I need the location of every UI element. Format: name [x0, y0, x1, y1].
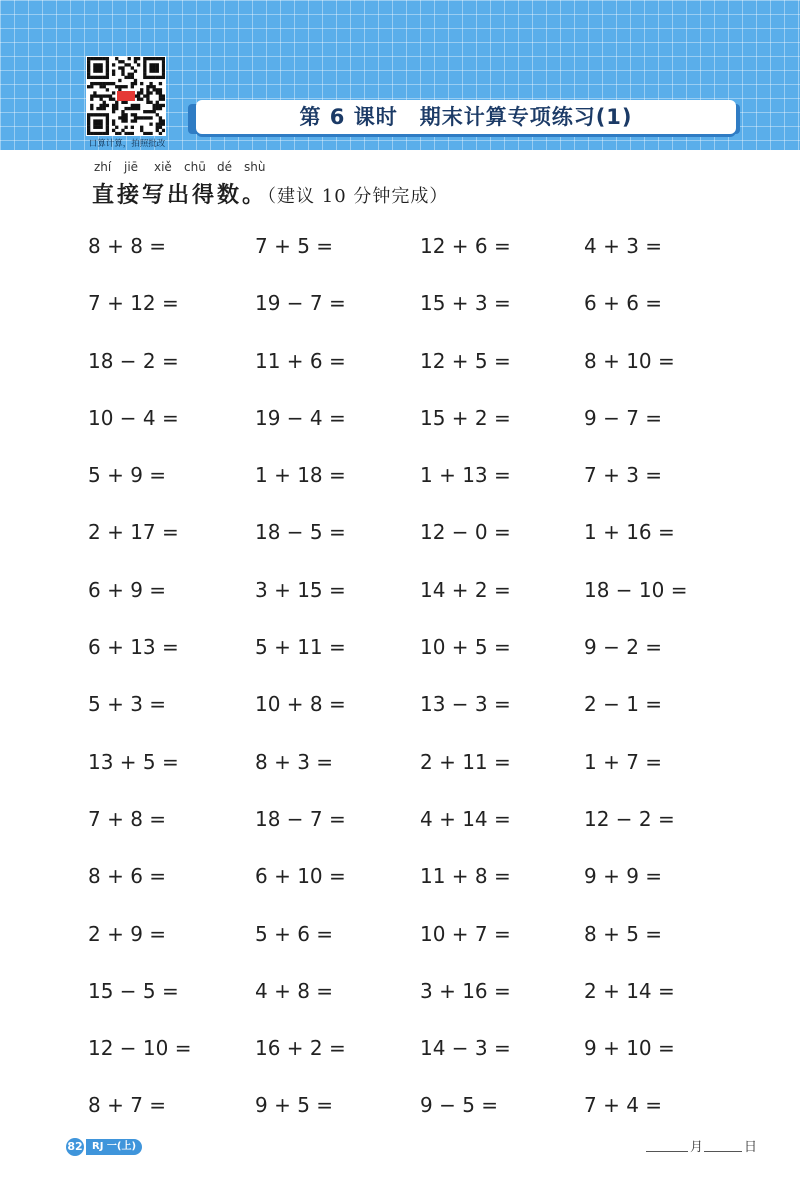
pinyin-syllable: chū: [184, 160, 206, 174]
problem-item[interactable]: 7 + 12 =: [88, 291, 179, 316]
problem-item[interactable]: 10 + 5 =: [420, 635, 511, 660]
problem-item[interactable]: 19 − 4 =: [255, 405, 346, 430]
problem-row: [0, 283, 800, 340]
problem-item[interactable]: 12 + 5 =: [420, 348, 511, 373]
problem-item[interactable]: 1 + 16 =: [584, 520, 675, 545]
date-field: [646, 1134, 766, 1156]
problem-row: [0, 570, 800, 627]
problem-item[interactable]: 6 + 6 =: [584, 291, 663, 316]
instruction-text: 直接写出得数。: [92, 183, 268, 208]
problem-item[interactable]: 15 − 5 =: [88, 978, 179, 1003]
problem-item[interactable]: 5 + 3 =: [88, 692, 167, 717]
problem-item[interactable]: 9 + 10 =: [584, 1036, 675, 1061]
problem-item[interactable]: 7 + 5 =: [255, 234, 334, 258]
problem-row: [0, 455, 800, 512]
problem-row: [0, 341, 800, 398]
problem-item[interactable]: 2 + 17 =: [88, 520, 179, 545]
problem-item[interactable]: 2 + 14 =: [584, 978, 675, 1003]
problem-row: [0, 799, 800, 856]
problem-item[interactable]: 3 + 16 =: [420, 978, 511, 1003]
problem-row: [0, 627, 800, 684]
problem-item[interactable]: 7 + 3 =: [584, 463, 663, 488]
problem-item[interactable]: 13 + 5 =: [88, 749, 179, 774]
problem-row: [0, 742, 800, 799]
qr-code-icon[interactable]: [86, 56, 166, 136]
problem-item[interactable]: 2 − 1 =: [584, 692, 663, 717]
problem-item[interactable]: 2 + 11 =: [420, 749, 511, 774]
problem-item[interactable]: 4 + 14 =: [420, 806, 511, 831]
problem-row: [0, 226, 800, 283]
problem-item[interactable]: 8 + 7 =: [88, 1093, 167, 1118]
problem-item[interactable]: 12 − 10 =: [88, 1036, 192, 1061]
problem-item[interactable]: 16 + 2 =: [255, 1036, 346, 1061]
problem-item[interactable]: 8 + 10 =: [584, 348, 675, 373]
problem-item[interactable]: 2 + 9 =: [88, 921, 167, 946]
problem-row: [0, 684, 800, 741]
problem-row: [0, 971, 800, 1028]
problem-item[interactable]: 10 − 4 =: [88, 405, 179, 430]
problem-item[interactable]: 1 + 18 =: [255, 463, 346, 488]
pinyin-syllable: xiě: [154, 160, 172, 174]
month-label: 月: [690, 1140, 704, 1155]
problem-item[interactable]: 13 − 3 =: [420, 692, 511, 717]
problem-item[interactable]: 6 + 9 =: [88, 577, 167, 602]
problem-item[interactable]: 11 + 8 =: [420, 864, 511, 889]
problem-item[interactable]: 12 + 6 =: [420, 234, 511, 258]
problem-item[interactable]: 18 − 5 =: [255, 520, 346, 545]
problem-item[interactable]: 10 + 8 =: [255, 692, 346, 717]
problem-row: [0, 914, 800, 971]
problem-item[interactable]: 8 + 8 =: [88, 234, 167, 258]
pinyin-syllable: shù: [244, 160, 266, 174]
qr-caption: 口算计算，拍照批改: [88, 139, 166, 149]
problem-item[interactable]: 7 + 8 =: [88, 806, 167, 831]
problem-item[interactable]: 15 + 2 =: [420, 405, 511, 430]
instruction: [92, 178, 448, 209]
problem-item[interactable]: 8 + 6 =: [88, 864, 167, 889]
problem-item[interactable]: 12 − 2 =: [584, 806, 675, 831]
problem-item[interactable]: 9 + 5 =: [255, 1093, 334, 1118]
problem-item[interactable]: 14 − 3 =: [420, 1036, 511, 1061]
problem-item[interactable]: 9 − 5 =: [420, 1093, 499, 1118]
problem-item[interactable]: 9 + 9 =: [584, 864, 663, 889]
problem-item[interactable]: 3 + 15 =: [255, 577, 346, 602]
problem-item[interactable]: 9 − 7 =: [584, 405, 663, 430]
problem-item[interactable]: 4 + 8 =: [255, 978, 334, 1003]
problem-row: [0, 512, 800, 569]
problem-item[interactable]: 4 + 3 =: [584, 234, 663, 258]
month-blank[interactable]: [646, 1151, 688, 1152]
problem-item[interactable]: 19 − 7 =: [255, 291, 346, 316]
problem-row: [0, 1028, 800, 1085]
problem-item[interactable]: 5 + 11 =: [255, 635, 346, 660]
problem-item[interactable]: 1 + 7 =: [584, 749, 663, 774]
problem-item[interactable]: 18 − 7 =: [255, 806, 346, 831]
problem-item[interactable]: 8 + 5 =: [584, 921, 663, 946]
problem-grid: [0, 226, 800, 1143]
problem-item[interactable]: 8 + 3 =: [255, 749, 334, 774]
problem-item[interactable]: 6 + 10 =: [255, 864, 346, 889]
course-label: RJ 一(上): [86, 1139, 142, 1155]
header-banner: [0, 0, 800, 150]
problem-item[interactable]: 5 + 6 =: [255, 921, 334, 946]
problem-item[interactable]: 6 + 13 =: [88, 635, 179, 660]
problem-item[interactable]: 7 + 4 =: [584, 1093, 663, 1118]
problem-item[interactable]: 1 + 13 =: [420, 463, 511, 488]
pinyin-syllable: zhí: [94, 160, 112, 174]
pinyin-syllable: dé: [217, 160, 232, 174]
problem-item[interactable]: 11 + 6 =: [255, 348, 346, 373]
page-number: 82: [66, 1138, 84, 1156]
problem-item[interactable]: 18 − 10 =: [584, 577, 688, 602]
page-title: 第 6 课时 期末计算专项练习(1): [299, 105, 633, 129]
problem-item[interactable]: 12 − 0 =: [420, 520, 511, 545]
problem-item[interactable]: 9 − 2 =: [584, 635, 663, 660]
problem-item[interactable]: 15 + 3 =: [420, 291, 511, 316]
problem-row: [0, 398, 800, 455]
title-bar: [196, 100, 736, 134]
day-blank[interactable]: [704, 1151, 742, 1152]
qr-block: [86, 56, 166, 149]
instruction-note: （建议 10 分钟完成）: [267, 186, 449, 207]
problem-item[interactable]: 14 + 2 =: [420, 577, 511, 602]
day-label: 日: [744, 1140, 758, 1155]
pinyin-syllable: jiē: [124, 160, 139, 174]
problem-item[interactable]: 18 − 2 =: [88, 348, 179, 373]
problem-item[interactable]: 10 + 7 =: [420, 921, 511, 946]
problem-row: [0, 856, 800, 913]
problem-item[interactable]: 5 + 9 =: [88, 463, 167, 488]
